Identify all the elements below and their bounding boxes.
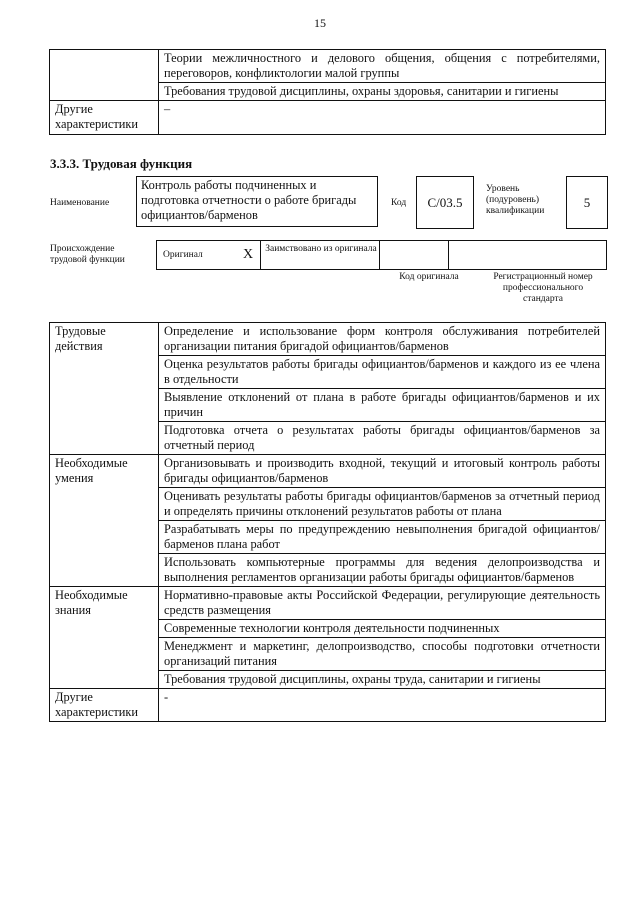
level-label: Уровень (подуровень) квалификации [486,184,545,216]
table-cell: – [159,101,606,135]
row-label [50,50,159,83]
table-cell: Определение и использование форм контроля обслуживания потребителей организации питания бригадой официантов/барменов [159,323,606,356]
function-code-box [416,176,474,229]
table-cell: Организовывать и производить входной, текущий и итоговый контроль работы бригады официантов/барменов [159,455,606,488]
table-cell: Использовать компьютерные программы для ведения делопроизводства и выполнения регламентов организации работы бригады официантов/барменов [159,554,606,587]
table-row [50,83,606,101]
table-cell: Оценка результатов работы бригады официантов/барменов и каждого из ее члена в отдельности [159,356,606,389]
table-row [50,50,606,83]
row-label [50,83,159,101]
original-label: Оригинал [163,250,203,260]
code-label: Код [391,198,407,208]
table-row [50,689,606,722]
table-cell: Оценивать результаты работы бригады официантов/барменов за отчетный период и определять причины отклонений результатов работы от плана [159,488,606,521]
row-label: Другие характеристики [50,101,159,135]
table-cell: Требования трудовой дисциплины, охраны здоровья, санитарии и гигиены [159,83,606,101]
code-original-label: Код оригинала [399,272,459,282]
row-label: Другие характеристики [50,689,159,722]
table-cell: Нормативно-правовые акты Российской Федерации, регулирующие деятельность средств размещения [159,587,606,620]
table-cell: Менеджмент и маркетинг, делопроизводство, способы подготовки отчетности организаций питания [159,638,606,671]
row-label: Необходимые знания [50,587,159,689]
level-value: 5 [583,195,591,210]
table-cell: Требования трудовой дисциплины, охраны труда, санитарии и гигиены [159,671,606,689]
origin-label: Происхождение трудовой функции [50,244,125,265]
name-label: Наименование [50,198,110,208]
code-original-box [379,240,450,270]
function-code: С/03.5 [427,195,463,210]
table-row [50,455,606,488]
page-number: 15 [314,16,326,30]
row-label: Трудовые действия [50,323,159,455]
section-title: 3.3.3. Трудовая функция [50,156,193,171]
borrowed-box [260,240,381,270]
original-mark: X [243,247,254,262]
function-name: Контроль работы подчиненных и подготовка отчетности о работе бригады официантов/барменов [141,178,357,222]
row-label: Необходимые умения [50,455,159,587]
borrowed-label: Заимствовано из оригинала [265,244,377,254]
function-name-box [136,176,378,227]
table-cell: Подготовка отчета о результатах работы бригады официантов/барменов за отчетный период [159,422,606,455]
table-cell: Современные технологии контроля деятельности подчиненных [159,620,606,638]
table-cell: - [159,689,606,722]
continuation-table [49,49,606,135]
original-box [156,240,262,270]
table-row [50,101,606,135]
reg-number-label: Регистрационный номер профессионального стандарта [493,272,593,304]
function-details-table [49,322,606,722]
table-row [50,323,606,356]
table-cell: Выявление отклонений от плана в работе бригады официантов/барменов и их причин [159,389,606,422]
table-cell: Разрабатывать меры по предупреждению невыполнения бригадой официантов/барменов плана работ [159,521,606,554]
reg-number-box [448,240,607,270]
level-box [566,176,608,229]
table-row [50,587,606,620]
table-cell: Теории межличностного и делового общения, общения с потребителями, переговоров, конфликтологии малой группы [159,50,606,83]
